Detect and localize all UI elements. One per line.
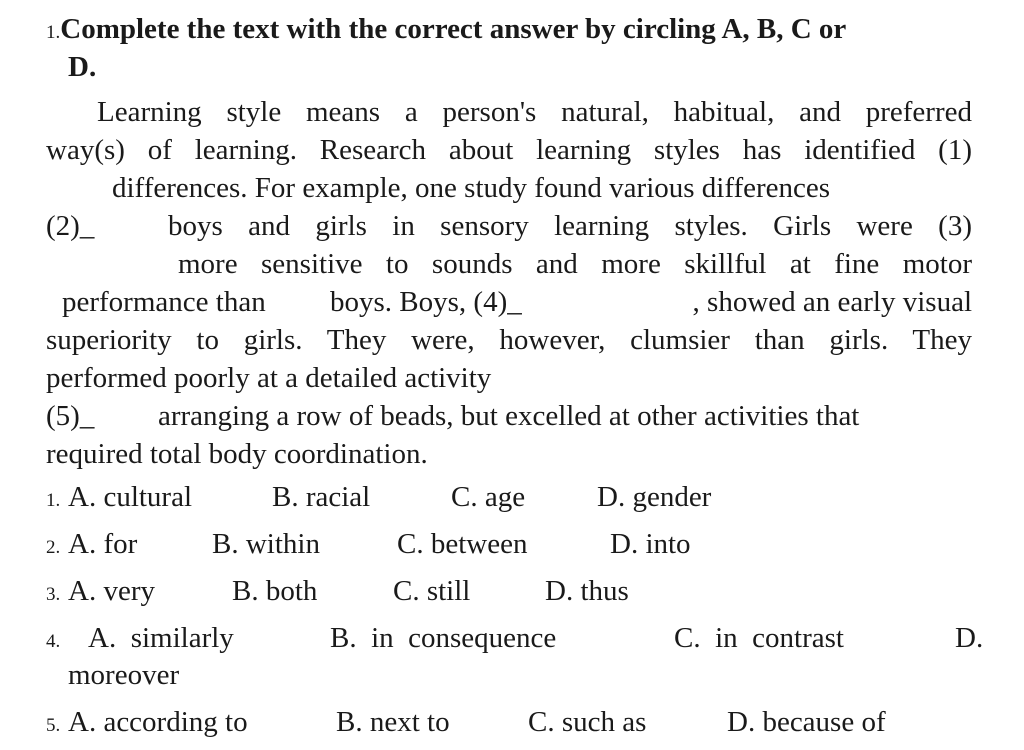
question-5-number: 5. (46, 715, 61, 736)
passage-line-9-text: arranging a row of beads, but excelled at other activities that (158, 400, 860, 432)
q2-option-a[interactable]: A. for (68, 528, 138, 560)
q4-option-c[interactable]: C. in contrast (674, 622, 844, 654)
q1-option-b[interactable]: B. racial (272, 481, 371, 513)
question-4-number: 4. (46, 631, 61, 652)
question-1-number: 1. (46, 490, 61, 511)
q5-option-b[interactable]: B. next to (336, 706, 450, 738)
q5-option-c[interactable]: C. such as (528, 706, 647, 738)
q2-option-b[interactable]: B. within (212, 528, 320, 560)
exercise-number: 1. (46, 22, 61, 43)
q1-option-d[interactable]: D. gender (597, 481, 712, 513)
instruction (46, 12, 846, 50)
passage-line-8: performed poorly at a detailed activity (46, 362, 492, 394)
passage-line-2: way(s) of learning. Research about learning styles has identified (1) (46, 134, 972, 166)
passage-line-5: more sensitive to sounds and more skillful at fine motor (178, 248, 972, 280)
blank-5: (5)_ (46, 400, 95, 432)
q3-option-a[interactable]: A. very (68, 575, 155, 607)
blank-2: (2)_ (46, 210, 95, 242)
q3-option-c[interactable]: C. still (393, 575, 471, 607)
passage-line-4 (46, 209, 972, 243)
q4-option-b[interactable]: B. in consequence (330, 622, 557, 654)
q3-option-b[interactable]: B. both (232, 575, 318, 607)
passage-line-10: required total body coordination. (46, 438, 428, 470)
passage-line-6 (62, 285, 972, 319)
q1-option-c[interactable]: C. age (451, 481, 526, 513)
passage-line-3: differences. For example, one study found various differences (112, 172, 831, 204)
q2-option-d[interactable]: D. into (610, 528, 691, 560)
passage-line-6a: performance than (62, 286, 266, 318)
blank-4: boys. Boys, (4)_ (330, 286, 522, 318)
passage-line-7: superiority to girls. They were, however, clumsier than girls. They (46, 324, 972, 356)
q2-option-c[interactable]: C. between (397, 528, 528, 560)
q5-option-d[interactable]: D. because of (727, 706, 886, 738)
passage-line-4-text: boys and girls in sensory learning styles. Girls were (3) (168, 210, 972, 242)
passage-line-9 (46, 399, 972, 433)
question-3-number: 3. (46, 584, 61, 605)
passage-line-1: Learning style means a person's natural, habitual, and preferred (97, 96, 972, 128)
q4-option-d-continued[interactable]: moreover (68, 659, 180, 691)
q4-option-d[interactable]: D. (955, 622, 984, 654)
q3-option-d[interactable]: D. thus (545, 575, 629, 607)
passage-line-6c: , showed an early visual (692, 286, 972, 318)
instruction-text: Complete the text with the correct answer by circling A, B, C or (60, 13, 847, 45)
q1-option-a[interactable]: A. cultural (68, 481, 193, 513)
q5-option-a[interactable]: A. according to (68, 706, 248, 738)
question-2-number: 2. (46, 537, 61, 558)
instruction-line-2: D. (68, 51, 97, 83)
q4-option-a[interactable]: A. similarly (88, 622, 234, 654)
